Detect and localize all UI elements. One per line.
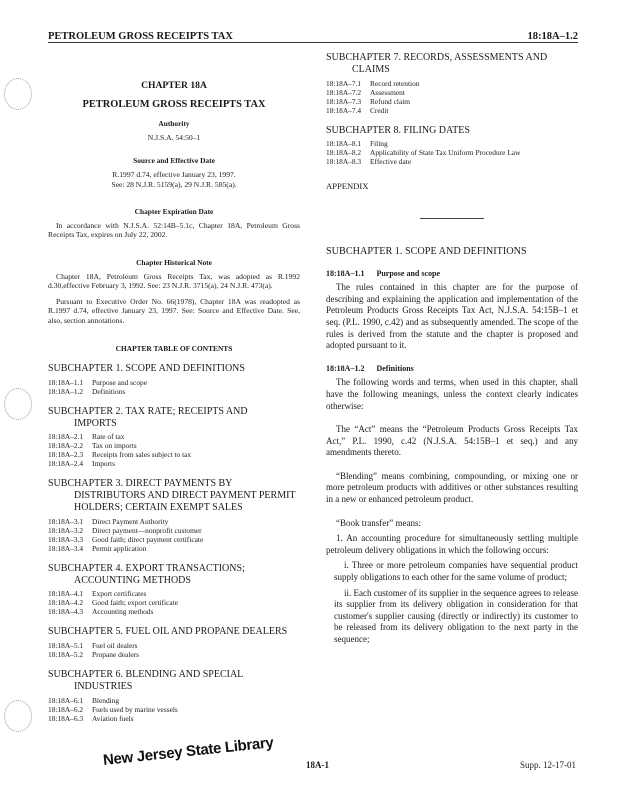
running-header bbox=[48, 24, 578, 43]
section-number: 18:18A–1.2 bbox=[326, 363, 365, 373]
toc-entry-number: 18:18A–2.4 bbox=[48, 459, 84, 469]
supplement-date: Supp. 12-17-01 bbox=[520, 760, 576, 770]
toc-subchapter-title-continued: ACCOUNTING METHODS bbox=[74, 574, 191, 586]
toc-subchapter-title-continued: IMPORTS bbox=[74, 417, 117, 429]
toc-entry-label: Refund claim bbox=[370, 96, 411, 106]
toc-entry-number: 18:18A–7.1 bbox=[326, 78, 362, 88]
toc-entry-number: 18:18A–3.3 bbox=[48, 534, 84, 544]
toc-subchapter-title: SUBCHAPTER 8. FILING DATES bbox=[326, 124, 470, 136]
toc-entry[interactable] bbox=[48, 705, 300, 714]
toc-entry-label: Accounting methods bbox=[92, 607, 154, 617]
punch-hole-mark bbox=[4, 700, 32, 732]
toc-section-list bbox=[48, 589, 300, 616]
toc-entry-label: Blending bbox=[92, 695, 120, 705]
toc-entry-label: Good faith; export certificate bbox=[92, 598, 178, 608]
toc-section-list bbox=[48, 517, 300, 553]
toc-subchapter-heading[interactable] bbox=[48, 563, 300, 587]
toc-entry[interactable] bbox=[48, 696, 300, 705]
running-header-title: PETROLEUM GROSS RECEIPTS TAX bbox=[48, 31, 233, 42]
toc-entry-label: Applicability of State Tax Uniform Procedure Law bbox=[370, 148, 521, 158]
source-heading: Source and Effective Date bbox=[133, 156, 215, 166]
toc-subchapter-heading[interactable] bbox=[48, 363, 300, 375]
toc-entry-label: Fuel oil dealers bbox=[92, 641, 138, 651]
toc-section-list bbox=[48, 641, 300, 659]
toc-entry-number: 18:18A–1.1 bbox=[48, 377, 84, 387]
toc-entry[interactable] bbox=[48, 641, 300, 650]
toc-entry-label: Good faith; direct payment certificate bbox=[92, 534, 204, 544]
toc-entry-number: 18:18A–8.2 bbox=[326, 148, 362, 158]
section-title: Purpose and scope bbox=[376, 268, 441, 278]
library-stamp: New Jersey State Library bbox=[102, 734, 275, 769]
toc-subchapter-title: SUBCHAPTER 7. RECORDS, ASSESSMENTS AND bbox=[326, 52, 548, 63]
toc-entry-number: 18:18A–7.4 bbox=[326, 105, 362, 115]
toc-section-list bbox=[48, 378, 300, 396]
toc-entry-number: 18:18A–6.2 bbox=[48, 704, 84, 714]
toc-entry-number: 18:18A–4.3 bbox=[48, 607, 84, 617]
toc-entry-label: Direct Payment Authority bbox=[92, 516, 169, 526]
toc-entry[interactable] bbox=[48, 650, 300, 659]
subchapter-heading: SUBCHAPTER 1. SCOPE AND DEFINITIONS bbox=[326, 245, 527, 257]
section-number: 18:18A–1.1 bbox=[326, 268, 365, 278]
toc-entry-number: 18:18A–8.1 bbox=[326, 139, 362, 149]
chapter-label: CHAPTER 18A bbox=[141, 80, 207, 91]
toc-entry[interactable] bbox=[48, 450, 300, 459]
punch-hole-mark bbox=[4, 78, 32, 110]
toc-entry-label: Propane dealers bbox=[92, 650, 139, 660]
chapter-name: PETROLEUM GROSS RECEIPTS TAX bbox=[82, 98, 266, 110]
authority-heading: Authority bbox=[158, 119, 190, 129]
toc-entry-number: 18:18A–6.1 bbox=[48, 695, 84, 705]
toc-entry-label: Direct payment—nonprofit customer bbox=[92, 525, 202, 535]
toc-entry[interactable] bbox=[326, 79, 578, 88]
toc-entry-number: 18:18A–4.2 bbox=[48, 598, 84, 608]
toc-entry[interactable] bbox=[48, 459, 300, 468]
toc-entry-label: Purpose and scope bbox=[92, 377, 148, 387]
historical-note-paragraph: Chapter 18A, Petroleum Gross Receipts Tax, was adopted as R.1992 d.30,effective February 3, 1992. See: 23 N.J.R. 3715(a), 24 N.J.R. 473(a). bbox=[48, 271, 300, 291]
toc-subchapter-heading[interactable] bbox=[48, 626, 300, 638]
toc-entry-label: Aviation fuels bbox=[92, 713, 134, 723]
definition-act: The “Act” means the “Petroleum Products Gross Receipts Tax Act,” P.L. 1990, c.42 (N.J.S.A. 54:15B–1 et seq.) and any amendments thereto. bbox=[326, 424, 578, 458]
toc-heading: CHAPTER TABLE OF CONTENTS bbox=[115, 343, 233, 353]
toc-section-list bbox=[326, 139, 578, 166]
toc-entry-number: 18:18A–7.2 bbox=[326, 87, 362, 97]
toc-entry-number: 18:18A–8.3 bbox=[326, 157, 362, 167]
toc-entry-number: 18:18A–3.1 bbox=[48, 516, 84, 526]
toc-subchapter-title-continued: DISTRIBUTORS AND DIRECT PAYMENT PERMIT HOLDERS; CERTAIN EXEMPT SALES bbox=[74, 490, 296, 514]
toc-entry-label: Export certificates bbox=[92, 589, 147, 599]
source-line: See: 28 N.J.R. 5159(a), 29 N.J.R. 585(a). bbox=[111, 179, 237, 189]
toc-subchapter-title: SUBCHAPTER 1. SCOPE AND DEFINITIONS bbox=[48, 363, 245, 375]
toc-entry-label: Tax on imports bbox=[92, 441, 137, 451]
toc-entry[interactable] bbox=[48, 387, 300, 396]
left-column bbox=[48, 52, 300, 723]
toc-entry[interactable] bbox=[48, 544, 300, 553]
toc-entry-number: 18:18A–1.2 bbox=[48, 386, 84, 396]
authority-text: N.J.S.A. 54:50–1 bbox=[147, 132, 201, 142]
punch-hole-mark bbox=[4, 388, 32, 420]
toc-entry-number: 18:18A–3.4 bbox=[48, 543, 84, 553]
toc-entry-label: Imports bbox=[92, 459, 115, 469]
source-line: R.1997 d.74, effective January 23, 1997. bbox=[112, 169, 236, 179]
toc-entry-number: 18:18A–2.1 bbox=[48, 432, 84, 442]
definition-book-transfer: “Book transfer” means: bbox=[336, 517, 421, 528]
section-divider bbox=[420, 218, 484, 219]
toc-subchapter-title: SUBCHAPTER 3. DIRECT PAYMENTS BY bbox=[48, 478, 233, 490]
toc-entry[interactable] bbox=[48, 589, 300, 598]
toc-entry[interactable] bbox=[326, 97, 578, 106]
toc-entry[interactable] bbox=[48, 432, 300, 441]
right-column bbox=[326, 52, 578, 646]
toc-entry[interactable] bbox=[326, 139, 578, 148]
toc-subchapter-title-continued: CLAIMS bbox=[352, 63, 390, 75]
toc-entry-label: Credit bbox=[370, 105, 389, 115]
toc-entry[interactable] bbox=[326, 157, 578, 166]
table-of-contents bbox=[48, 363, 300, 723]
section-paragraph: The following words and terms, when used in this chapter, shall have the following meanings, unless the context clearly indicates otherwise: bbox=[326, 377, 578, 411]
running-header-section: 18:18A–1.2 bbox=[527, 31, 578, 42]
toc-entry-label: Permit application bbox=[92, 543, 147, 553]
toc-entry-number: 18:18A–4.1 bbox=[48, 589, 84, 599]
toc-entry-number: 18:18A–2.2 bbox=[48, 441, 84, 451]
toc-entry[interactable] bbox=[48, 598, 300, 607]
toc-subchapter-heading[interactable] bbox=[48, 478, 300, 513]
toc-entry-label: Rate of tax bbox=[92, 432, 125, 442]
section-heading bbox=[326, 364, 578, 374]
toc-entry[interactable] bbox=[48, 526, 300, 535]
toc-entry[interactable] bbox=[48, 607, 300, 616]
toc-section-list bbox=[48, 432, 300, 468]
toc-entry-number: 18:18A–7.3 bbox=[326, 96, 362, 106]
section-title: Definitions bbox=[376, 363, 414, 373]
toc-section-list bbox=[48, 696, 300, 723]
book-transfer-item: 1. An accounting procedure for simultaneously settling multiple petroleum delivery obligations in which the following occurs: bbox=[326, 533, 578, 555]
toc-entry-number: 18:18A–5.2 bbox=[48, 650, 84, 660]
expiration-text: In accordance with N.J.S.A. 52:14B–5.1c, Chapter 18A, Petroleum Gross Receipts Tax, expires on July 22, 2002. bbox=[48, 220, 300, 240]
section-paragraph: The rules contained in this chapter are for the purpose of describing and explaining the application and implementation of the Petroleum Products Gross Receipts Tax Act, N.J.S.A. 54:15B–1 et seq. (P.L. 1990, c.42) and as subsequently amended. The scope of the rules is derived from the statute and the chapter is proposed and adopted pursuant to it. bbox=[326, 282, 578, 351]
book-transfer-subitem: i. Three or more petroleum companies have sequential product supply obligations to each other for the same volume of product; bbox=[334, 560, 578, 583]
toc-entry-label: Filing bbox=[370, 139, 388, 149]
definition-blending: “Blending” means combining, compounding, or mixing one or more petroleum products with additives or other substances resulting in a new or enhanced petroleum product. bbox=[326, 470, 578, 505]
toc-subchapter-title: SUBCHAPTER 6. BLENDING AND SPECIAL bbox=[48, 669, 244, 681]
expiration-heading: Chapter Expiration Date bbox=[134, 207, 214, 217]
toc-entry[interactable] bbox=[48, 378, 300, 387]
toc-entry-label: Fuels used by marine vessels bbox=[92, 704, 178, 714]
toc-entry[interactable] bbox=[48, 517, 300, 526]
toc-entry-label: Effective date bbox=[370, 157, 412, 167]
toc-subchapter-heading[interactable] bbox=[48, 406, 300, 430]
toc-entry[interactable] bbox=[48, 441, 300, 450]
toc-subchapter-title: SUBCHAPTER 2. TAX RATE; RECEIPTS AND bbox=[48, 405, 248, 417]
historical-note-heading: Chapter Historical Note bbox=[136, 257, 212, 267]
toc-entry[interactable] bbox=[326, 106, 578, 115]
toc-entry-label: Receipts from sales subject to tax bbox=[92, 450, 192, 460]
toc-subchapter-heading[interactable] bbox=[48, 669, 300, 693]
toc-section-list bbox=[326, 79, 578, 115]
book-transfer-subitem: ii. Each customer of its supplier in the sequence agrees to release its supplier from its delivery obligation in consideration for that customer's supplier causing (directly or indirectly) its customer to be released from its delivery obligation to the next party in the sequence; bbox=[334, 587, 578, 645]
table-of-contents-continued bbox=[326, 52, 578, 166]
toc-entry-label: Assessment bbox=[370, 87, 405, 97]
toc-entry[interactable] bbox=[48, 714, 300, 723]
historical-note-paragraph: Pursuant to Executive Order No. 66(1978), Chapter 18A was readopted as R.1997 d.74, effective January 23, 1997. See: Source and Effective Date. See, also, section annotations. bbox=[48, 296, 300, 325]
toc-subchapter-heading[interactable] bbox=[326, 125, 578, 137]
toc-entry[interactable] bbox=[48, 535, 300, 544]
toc-subchapter-heading[interactable] bbox=[326, 52, 578, 76]
toc-entry[interactable] bbox=[326, 88, 578, 97]
toc-entry-number: 18:18A–2.3 bbox=[48, 450, 84, 460]
toc-entry-number: 18:18A–5.1 bbox=[48, 641, 84, 651]
toc-entry-label: Definitions bbox=[92, 386, 126, 396]
appendix-link[interactable]: APPENDIX bbox=[326, 181, 369, 192]
toc-entry-label: Record retention bbox=[370, 78, 420, 88]
page-number: 18A-1 bbox=[306, 760, 329, 770]
toc-subchapter-title-continued: INDUSTRIES bbox=[74, 681, 133, 693]
toc-entry-number: 18:18A–6.3 bbox=[48, 713, 84, 723]
toc-subchapter-title: SUBCHAPTER 4. EXPORT TRANSACTIONS; bbox=[48, 562, 245, 574]
toc-entry[interactable] bbox=[326, 148, 578, 157]
toc-subchapter-title: SUBCHAPTER 5. FUEL OIL AND PROPANE DEALERS bbox=[48, 626, 288, 638]
toc-entry-number: 18:18A–3.2 bbox=[48, 525, 84, 535]
section-heading bbox=[326, 269, 578, 279]
